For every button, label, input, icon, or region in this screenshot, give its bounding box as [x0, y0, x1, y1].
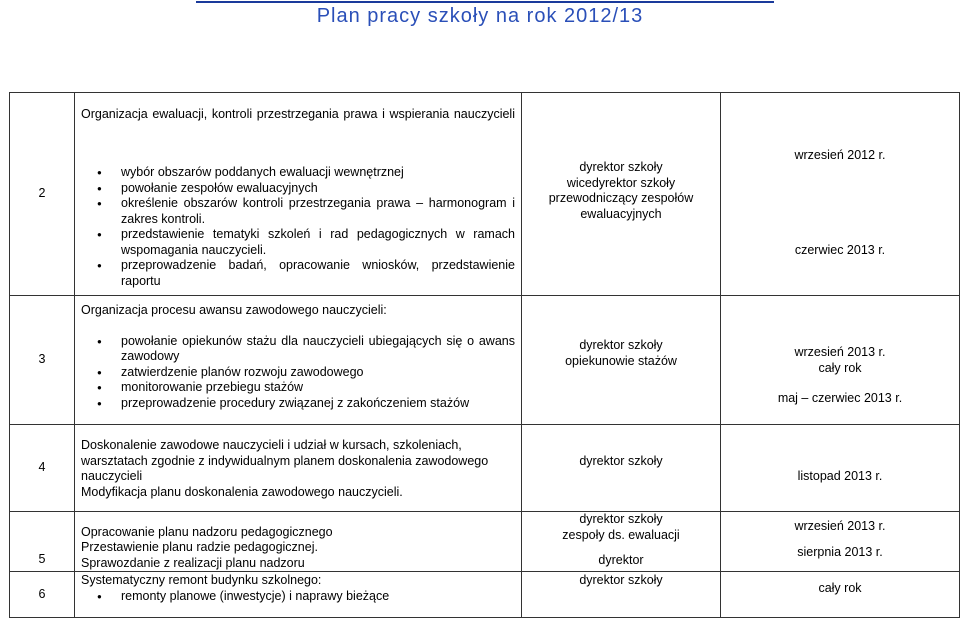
row-number: 2 — [10, 93, 75, 296]
list-item: ● zatwierdzenie planów rozwoju zawodowego — [121, 365, 515, 381]
date-text: maj – czerwiec 2013 r. — [777, 391, 903, 405]
table-row — [10, 165, 960, 296]
date-text: czerwiec 2013 r. — [794, 243, 886, 257]
task-text: Systematyczny remont budynku szkolnego: — [81, 573, 322, 587]
page-title: Plan pracy szkoły na rok 2012/13 — [316, 5, 644, 27]
task-cell — [75, 572, 522, 618]
list-item: ● powołanie opiekunów stażu dla nauczycieli ubiegających się o awans zawodowy — [121, 334, 515, 365]
responsible-line: wicedyrektor szkoły — [566, 175, 676, 190]
task-list — [81, 165, 515, 289]
responsible-line: dyrektor szkoły — [579, 512, 663, 526]
task-cell — [75, 296, 522, 425]
row-number: 6 — [10, 572, 75, 618]
responsible-line: dyrektor szkoły — [579, 160, 663, 174]
date-cell: listopad 2013 r. — [721, 425, 960, 512]
task-cell — [75, 425, 522, 512]
task-list — [81, 334, 515, 412]
responsible-cell — [522, 296, 721, 425]
responsible-cell: dyrektor szkoły — [522, 425, 721, 512]
date-text: wrzesień 2012 r. — [794, 147, 886, 162]
task-text: Przestawienie planu radzie pedagogicznej. — [81, 540, 318, 554]
responsible-cell: dyrektor szkoły — [522, 572, 721, 618]
task-text: Modyfikacja planu doskonalenia zawodowego nauczycieli. — [81, 484, 403, 499]
row-number: 5 — [10, 512, 75, 572]
task-heading-text: Organizacja procesu awansu zawodowego nauczycieli: — [81, 303, 387, 317]
task-heading-text: Organizacja ewaluacji, kontroli przestrzegania prawa i wspierania nauczycieli — [81, 107, 515, 121]
task-heading — [75, 93, 522, 166]
date-end — [721, 165, 960, 296]
plan-table — [9, 92, 960, 618]
date-start — [721, 93, 960, 166]
task-text: Doskonalenie zawodowe nauczycieli i udział w kursach, szkoleniach, warsztatach zgodnie z indywidualnym planem doskonalenia zawodowego nauczycieli — [81, 438, 489, 483]
responsible-line: zespoły ds. ewaluacji — [562, 527, 680, 542]
task-items — [75, 165, 522, 296]
row-number: 3 — [10, 296, 75, 425]
date-text: sierpnia 2013 r. — [797, 544, 883, 559]
table-row — [10, 572, 960, 618]
date-text: wrzesień 2013 r. — [794, 519, 886, 533]
task-text: Sprawozdanie z realizacji planu nadzoru — [81, 555, 305, 570]
list-item: ● monitorowanie przebiegu stażów — [121, 380, 515, 396]
title-underline — [196, 1, 774, 3]
table-row — [10, 512, 960, 572]
table-row — [10, 296, 960, 425]
row-number: 4 — [10, 425, 75, 512]
table-row — [10, 93, 960, 166]
responsible-line: przewodniczący zespołów ewaluacyjnych — [548, 191, 694, 221]
date-text: cały rok — [818, 360, 862, 375]
responsible-line: dyrektor — [598, 553, 644, 567]
list-item: ● remonty planowe (inwestycje) i naprawy bieżące — [121, 589, 515, 605]
list-item: ● określenie obszarów kontroli przestrzegania prawa – harmonogram i zakres kontroli. — [121, 196, 515, 227]
date-cell: cały rok — [721, 572, 960, 618]
date-cell — [721, 512, 960, 572]
list-item: ● przedstawienie tematyki szkoleń i rad pedagogicznych w ramach wspomagania nauczycieli. — [121, 227, 515, 258]
date-cell — [721, 296, 960, 425]
task-text: Opracowanie planu nadzoru pedagogicznego — [81, 524, 333, 539]
list-item: ● wybór obszarów poddanych ewaluacji wewnętrznej — [121, 165, 515, 181]
responsible-line: opiekunowie stażów — [565, 353, 677, 368]
task-cell — [75, 512, 522, 572]
list-item: ● powołanie zespołów ewaluacyjnych — [121, 181, 515, 197]
task-list — [81, 589, 515, 605]
table-row — [10, 425, 960, 512]
list-item: ● przeprowadzenie procedury związanej z zakończeniem stażów — [121, 396, 515, 412]
responsible-cell — [522, 93, 721, 296]
responsible-line: dyrektor szkoły — [579, 338, 663, 352]
list-item: ● przeprowadzenie badań, opracowanie wniosków, przedstawienie raportu — [121, 258, 515, 289]
responsible-cell — [522, 512, 721, 572]
date-text: wrzesień 2013 r. — [794, 345, 886, 359]
